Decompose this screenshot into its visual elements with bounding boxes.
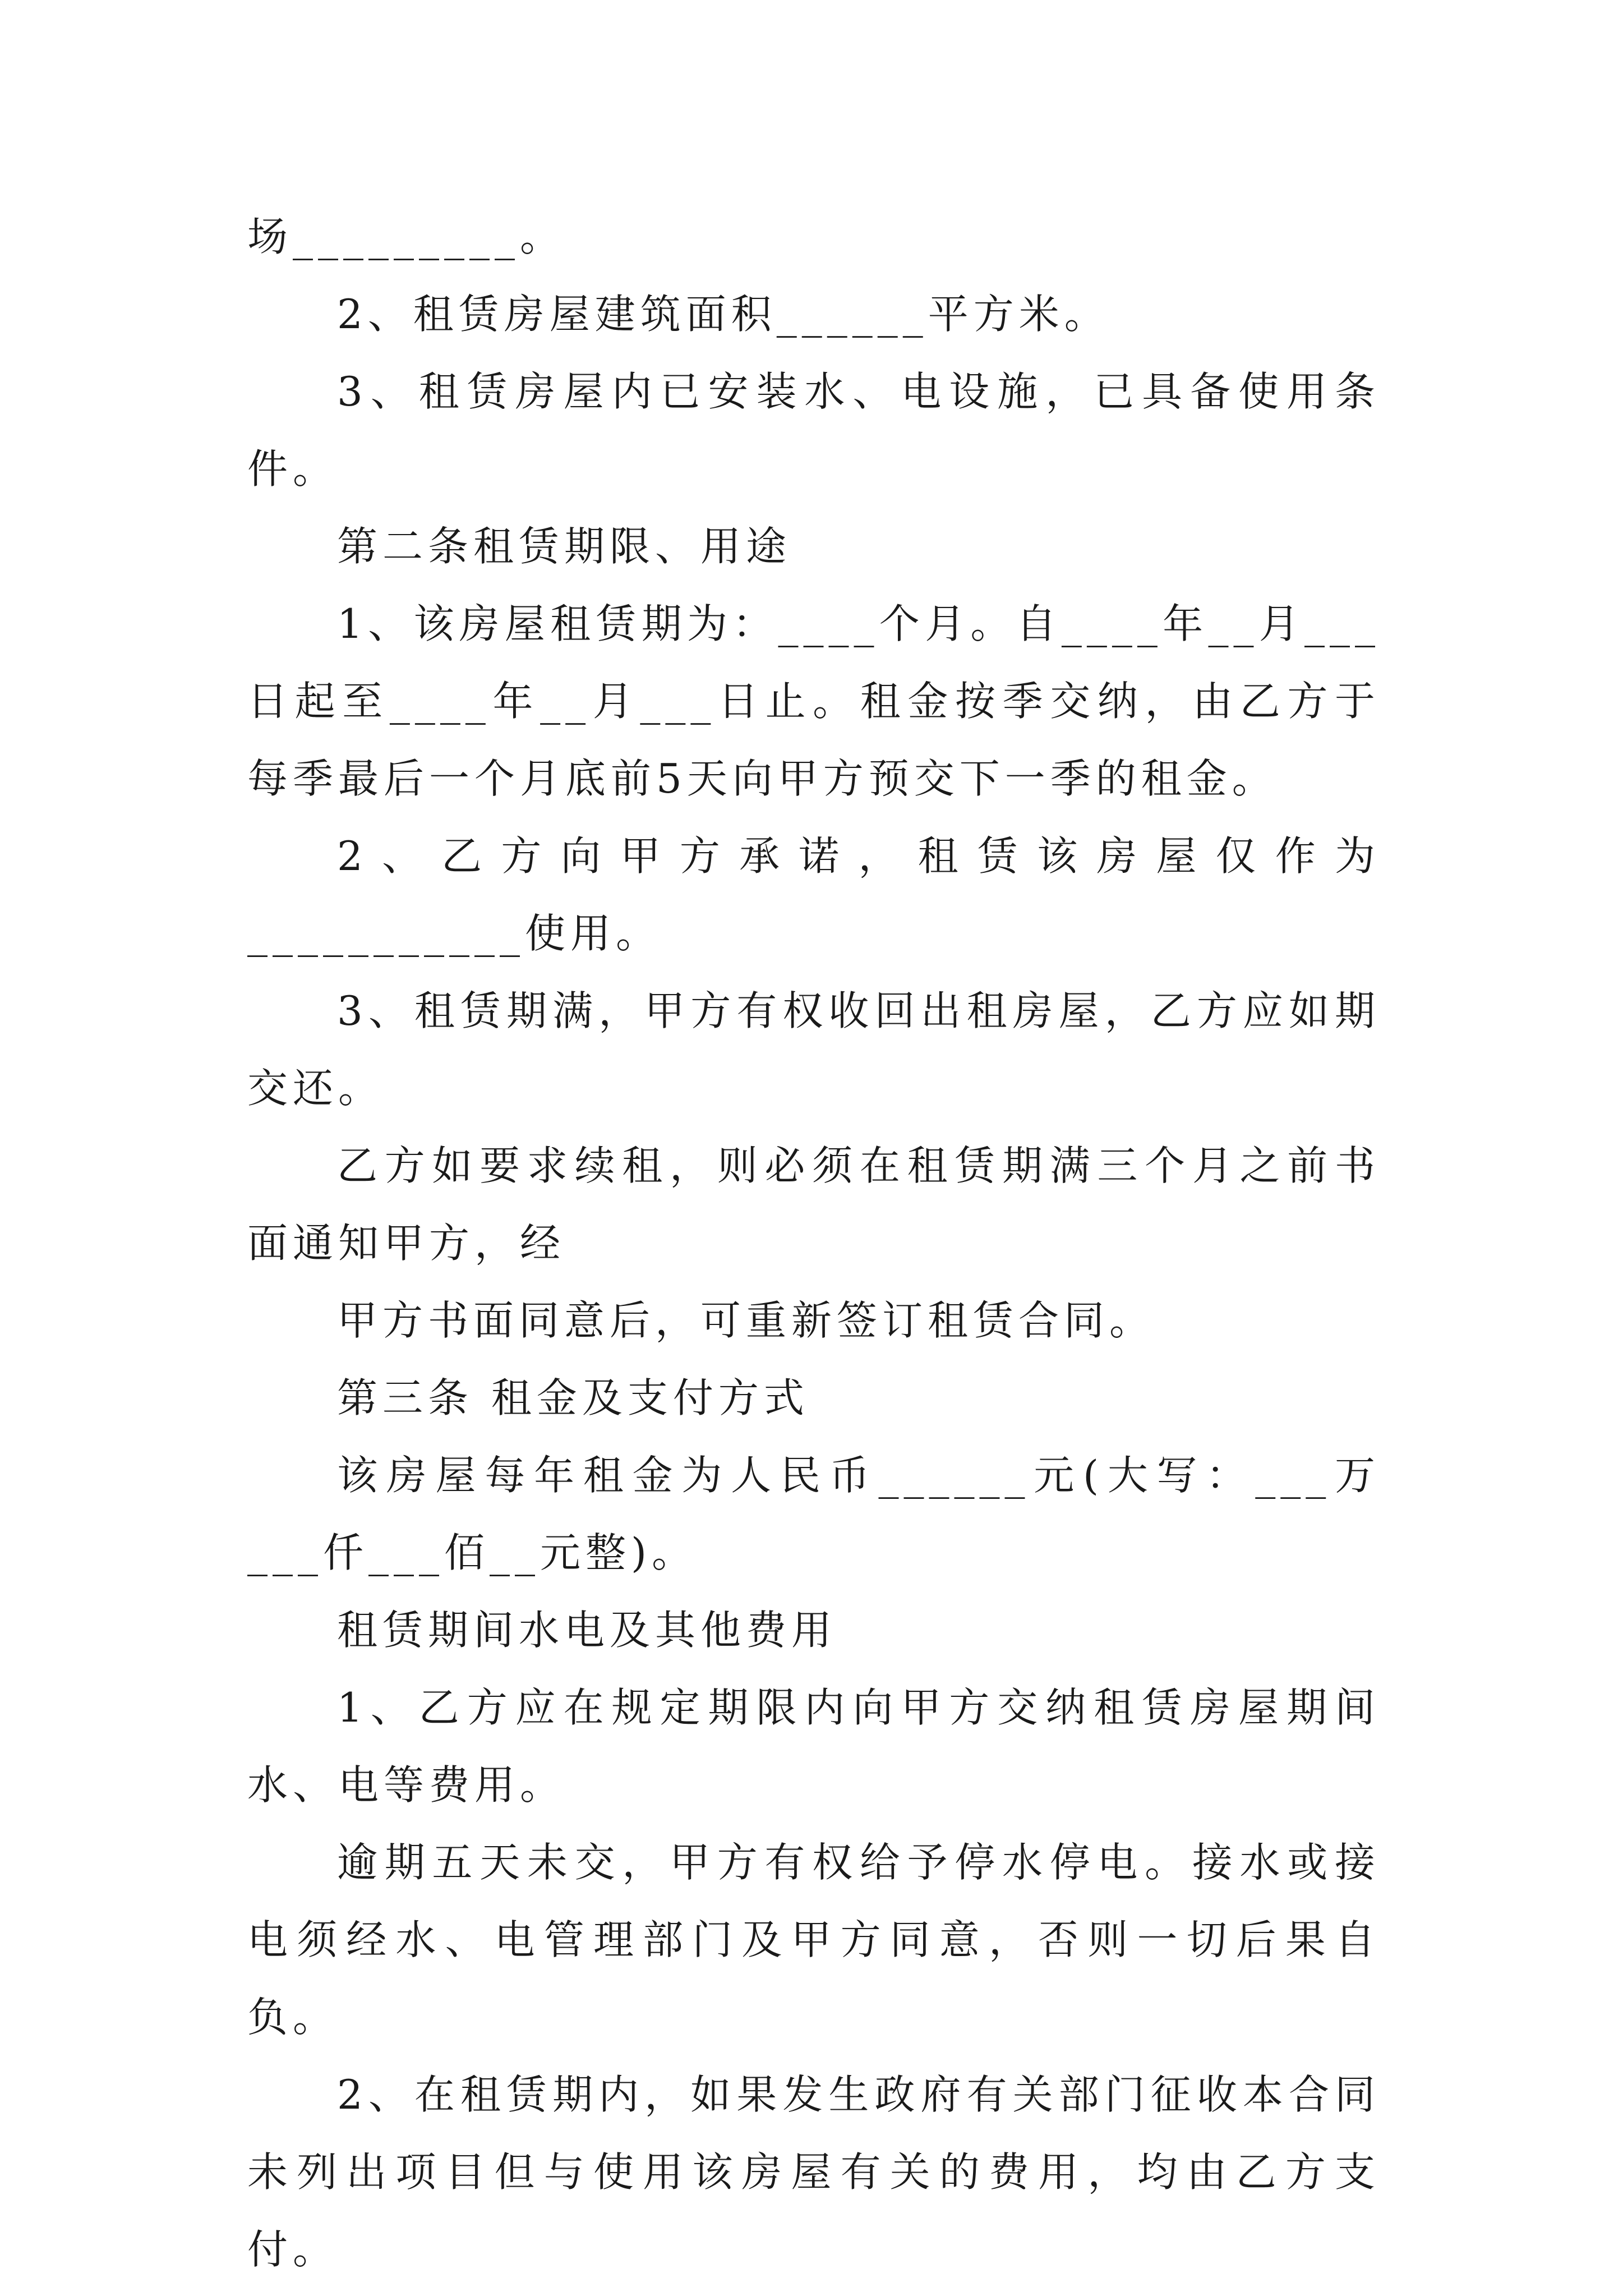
paragraph-annual-rent: 该房屋每年租金为人民币______元(大写：___万___仟___佰__元整)。 — [247, 1452, 1380, 1576]
paragraph-lease-expiry: 3、租赁期满，甲方有权收回出租房屋，乙方应如期交还。 — [247, 987, 1380, 1112]
paragraph-usage-promise: 2、乙方向甲方承诺，租赁该房屋仅作为___________使用。 — [247, 832, 1380, 957]
section-heading-utility-fees: 租赁期间水电及其他费用 — [337, 1607, 837, 1654]
section-heading-lease-term: 第二条租赁期限、用途 — [337, 523, 792, 570]
paragraph-late-payment: 逾期五天未交，甲方有权给予停水停电。接水或接电须经水、电管理部门及甲方同意，否则一切后果自负。 — [247, 1839, 1380, 2041]
paragraph-utilities-installed: 3、租赁房屋内已安装水、电设施，已具备使用条件。 — [247, 368, 1380, 493]
paragraph-venue-continuation: 场_________。 — [247, 213, 566, 260]
paragraph-renewal-notice: 乙方如要求续租，则必须在租赁期满三个月之前书面通知甲方，经 — [247, 1142, 1380, 1267]
paragraph-utility-payment: 1、乙方应在规定期限内向甲方交纳租赁房屋期间水、电等费用。 — [247, 1684, 1380, 1809]
document-body — [247, 198, 1380, 2288]
paragraph-floor-area: 2、租赁房屋建筑面积______平方米。 — [337, 291, 1110, 338]
paragraph-lease-period: 1、该房屋租赁期为：____个月。自____年__月___日起至____年__月___日止。租金按季交纳，由乙方于每季最后一个月底前5天向甲方预交下一季的租金。 — [247, 600, 1380, 802]
paragraph-government-fees: 2、在租赁期内，如果发生政府有关部门征收本合同未列出项目但与使用该房屋有关的费用，均由乙方支付。 — [247, 2071, 1380, 2273]
section-heading-rent-payment: 第三条 租金及支付方式 — [337, 1374, 809, 1421]
paragraph-renewal-consent: 甲方书面同意后，可重新签订租赁合同。 — [337, 1297, 1155, 1344]
